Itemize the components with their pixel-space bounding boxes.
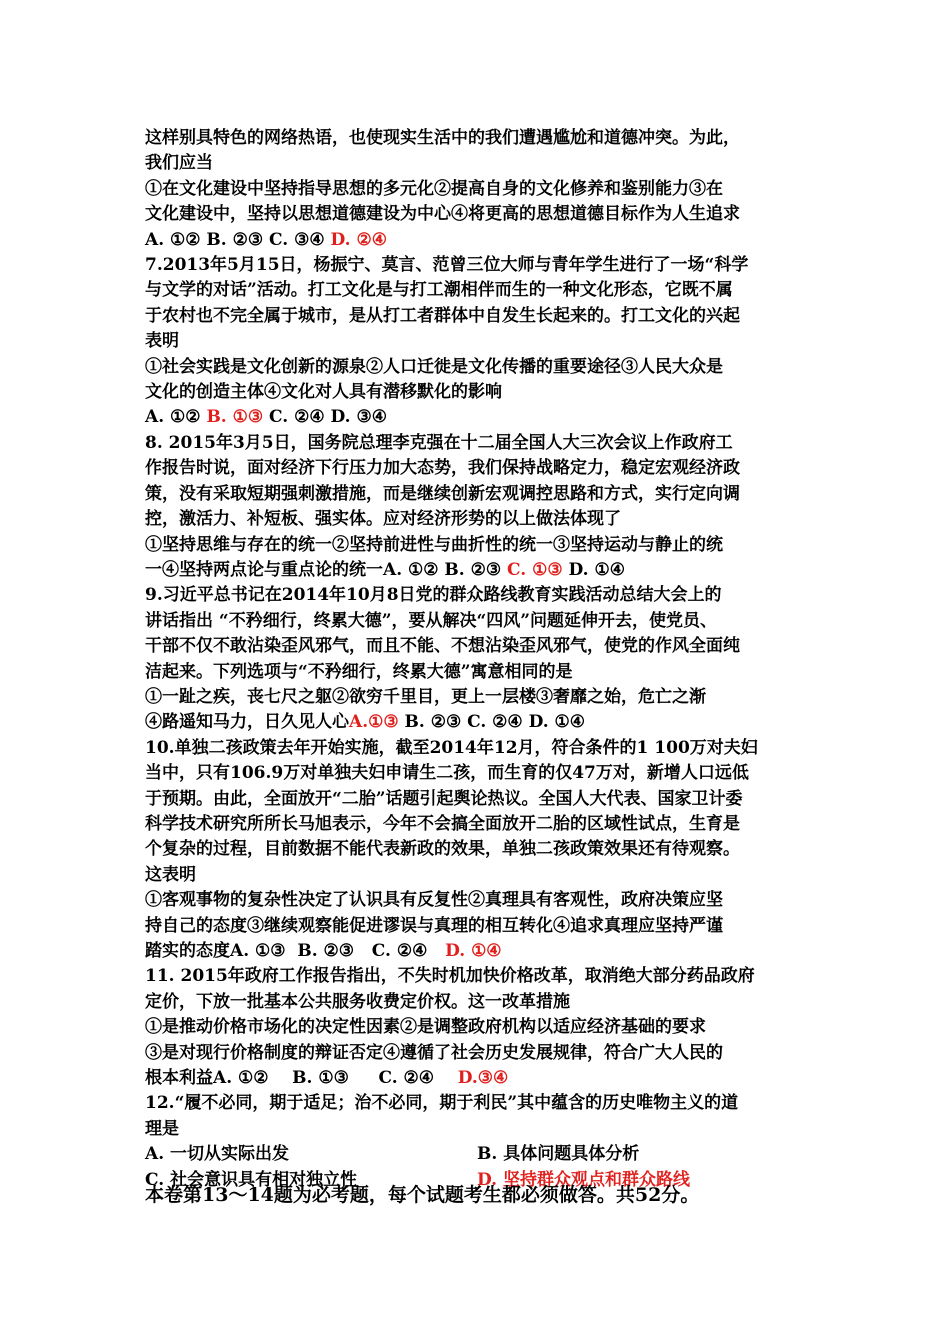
q10-line: 当中，只有106.9万对单独夫妇申请生二孩，而生育的仅47万对，新增人口远低 bbox=[145, 763, 749, 784]
q12-option-b: B. 具体问题具体分析 bbox=[477, 1144, 640, 1165]
q10-options-pre: 踏实的态度A. ①③ B. ②③ C. ②④ bbox=[145, 941, 446, 961]
q12-option-a: A. 一切从实际出发 bbox=[145, 1144, 290, 1165]
q7-line: 与文学的对话”活动。打工文化是与打工潮相伴而生的一种文化形态，它既不属 bbox=[145, 280, 733, 301]
q11-line: 11. 2015年政府工作报告指出，不失时机加快价格改革，取消绝大部分药品政府 bbox=[145, 966, 755, 987]
q10-line: ①客观事物的复杂性决定了认识具有反复性②真理具有客观性，政府决策应坚 bbox=[145, 890, 723, 911]
q9-options-post: B. ②③ C. ②④ D. ①④ bbox=[398, 712, 586, 733]
q7-options bbox=[145, 405, 810, 430]
q10-line: 这表明 bbox=[145, 864, 196, 885]
q9-line: 干部不仅不敢沾染歪风邪气，而且不能、不想沾染歪风邪气，使党的作风全面纯 bbox=[145, 636, 740, 657]
q8-line: 策，没有采取短期强刺激措施，而是继续创新宏观调控思路和方式，实行定向调 bbox=[145, 483, 740, 504]
q12-line: 12.“履不必同，期于适足；治不必同，期于利民”其中蕴含的历史唯物主义的道 bbox=[145, 1093, 739, 1114]
question-block bbox=[145, 126, 810, 1193]
q6-items-line: ①在文化建设中坚持指导思想的多元化②提高自身的文化修养和鉴别能力③在 bbox=[145, 178, 723, 199]
q12-answer: D. 坚持群众观点和群众路线 bbox=[477, 1169, 690, 1190]
q11-line: 定价，下放一批基本公共服务收费定价权。这一改革措施 bbox=[145, 991, 570, 1012]
q9-options-pre: ④路遥知马力，日久见人心 bbox=[145, 712, 349, 733]
q6-answer: D. ②④ bbox=[330, 229, 387, 250]
q8-options-pre: 一④坚持两点论与重点论的统一A. ①② B. ②③ bbox=[145, 559, 508, 580]
q6-items-line: 文化建设中，坚持以思想道德建设为中心④将更高的思想道德目标作为人生追求 bbox=[145, 204, 740, 225]
q10-line: 10.单独二孩政策去年开始实施，截至2014年12月，符合条件的1 100万对夫妇 bbox=[145, 737, 758, 758]
q8-options bbox=[145, 558, 810, 583]
q8-answer: C. ①③ bbox=[507, 559, 563, 580]
q8-line: 控，激活力、补短板、强实体。应对经济形势的以上做法体现了 bbox=[145, 509, 621, 530]
q9-options bbox=[145, 710, 810, 735]
q11-line: ③是对现行价格制度的辩证否定④遵循了社会历史发展规律，符合广大人民的 bbox=[145, 1042, 723, 1063]
q11-options-pre: 根本利益A. ①② B. ①③ C. ②④ bbox=[145, 1068, 458, 1089]
q9-answer: A.①③ bbox=[349, 712, 399, 733]
q7-options-rest: C. ②④ D. ③④ bbox=[263, 407, 387, 428]
q10-line: 个复杂的过程，目前数据不能代表新政的效果，单独二孩政策效果还有待观察。 bbox=[145, 839, 740, 860]
q10-options bbox=[145, 939, 810, 964]
q7-answer: B. ①③ bbox=[206, 407, 264, 428]
q7-line: 文化的创造主体④文化对人具有潜移默化的影响 bbox=[145, 382, 502, 403]
q8-line: 8. 2015年3月5日，国务院总理李克强在十二届全国人大三次会议上作政府工 bbox=[145, 432, 733, 453]
q10-line: 于预期。由此，全面放开“二胎”话题引起舆论热议。全国人大代表、国家卫计委 bbox=[145, 788, 743, 809]
q7-line: ①社会实践是文化创新的源泉②人口迁徙是文化传播的重要途径③人民大众是 bbox=[145, 356, 723, 377]
q6-options bbox=[145, 228, 810, 253]
q10-line: 持自己的态度③继续观察能促进谬误与真理的相互转化④追求真理应坚持严谨 bbox=[145, 915, 723, 936]
q12-options-row bbox=[145, 1142, 810, 1167]
q9-line: 洁起来。下列选项与“不矜细行，终累大德”寓意相同的是 bbox=[145, 661, 573, 682]
section-note: 本卷第13～14题为必考题，每个试题考生都必须做答。共52分。 bbox=[145, 1184, 700, 1206]
q9-line: 讲话指出 “不矜细行，终累大德”，要从解决“四风”问题延伸开去，使党员、 bbox=[145, 610, 718, 631]
q9-line: 9.习近平总书记在2014年10月8日党的群众路线教育实践活动总结大会上的 bbox=[145, 585, 722, 606]
q7-line: 于农村也不完全属于城市，是从打工者群体中自发生长起来的。打工文化的兴起 bbox=[145, 305, 740, 326]
q7-option-a: A. ①② bbox=[145, 407, 207, 428]
q11-line: ①是推动价格市场化的决定性因素②是调整政府机构以适应经济基础的要求 bbox=[145, 1017, 706, 1038]
q9-line: ①一趾之疾，丧七尺之躯②欲穷千里目，更上一层楼③奢靡之始，危亡之渐 bbox=[145, 686, 706, 707]
q12-line: 理是 bbox=[145, 1118, 179, 1139]
q6-stem-line: 这样别具特色的网络热语，也使现实生活中的我们遭遇尴尬和道德冲突。为此， bbox=[145, 128, 740, 148]
q7-line: 表明 bbox=[145, 331, 179, 352]
q11-answer: D.③④ bbox=[457, 1068, 509, 1089]
q8-line: 作报告时说，面对经济下行压力加大态势，我们保持战略定力，稳定宏观经济政 bbox=[145, 458, 740, 479]
q12-option-c: C. 社会意识具有相对独立性 bbox=[145, 1169, 358, 1190]
q6-stem-line: 我们应当 bbox=[145, 153, 213, 174]
q10-line: 科学技术研究所所长马旭表示，今年不会搞全面放开二胎的区域性试点，生育是 bbox=[145, 813, 740, 834]
q8-options-post: D. ①④ bbox=[562, 559, 625, 580]
q11-options bbox=[145, 1066, 810, 1091]
q6-options-text: A. ①② B. ②③ C. ③④ bbox=[145, 229, 331, 250]
q8-line: ①坚持思维与存在的统一②坚持前进性与曲折性的统一③坚持运动与静止的统 bbox=[145, 534, 723, 555]
q7-line: 7.2013年5月15日，杨振宁、莫言、范曾三位大师与青年学生进行了一场“科学 bbox=[145, 255, 749, 276]
q10-answer: D. ①④ bbox=[445, 941, 502, 961]
